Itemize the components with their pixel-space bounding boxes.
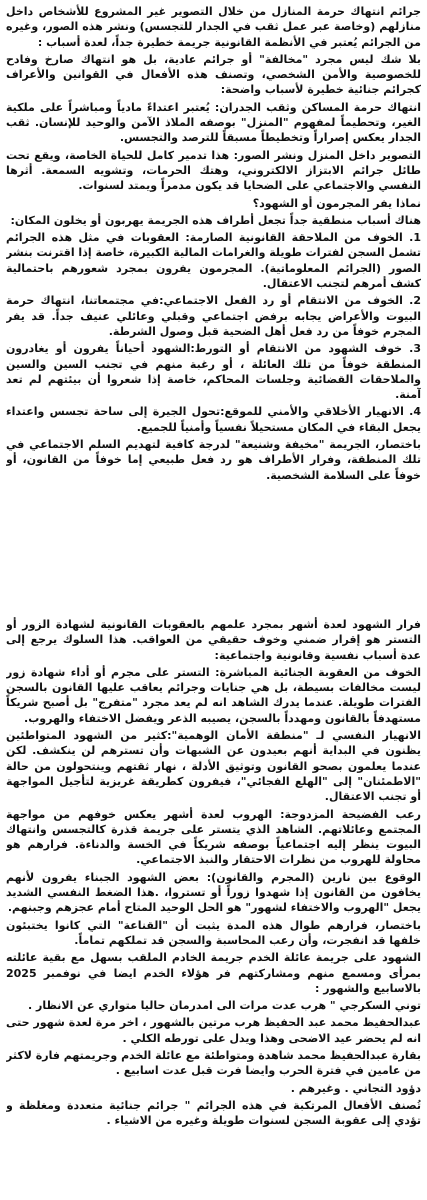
paragraph: 4. الانهيار الأخلاقي والأمني للموقع:تحول الجيرة إلى ساحة تجسس واعتداء يجعل البقاء في المكان مستحيلاً نفسياً وأمنياً للجميع. <box>6 405 421 434</box>
paragraph: فرار الشهود لعدة أشهر بمجرد علمهم بالعقوبات القانونية لشهادة الزور أو التستر هو إقرار ضمني وخوف حقيقي من العواقب. هذا السلوك يرجع إلى عدة أسباب نفسية وقانونية واجتماعية: <box>6 618 421 662</box>
paragraph: تُصنف الأفعال المرتكبة في هذه الجرائم " جرائم جنائية متعددة ومغلظة و تؤدي إلى عقوبة السجن لسنوات طويلة وغيره من الاشياء . <box>6 1098 421 1128</box>
paragraph: 3. خوف الشهود من الانتقام أو التورط:الشهود أحياناً يفرون أو يغادرون المنطقة خوفاً من تلك العائلة ، أو رغبة منهم في تجنب السين والسين والملاحقات القضائية وجلسات المحاكم، خاصة إذا شعروا أن بيئتهم لم تعد آمنة. <box>6 342 421 402</box>
paragraph: رعب الفضيحة المزدوجة: الهروب لعدة أشهر يعكس خوفهم من مواجهة المجتمع وعائلاتهم. الشاهد الذي يتستر على جريمة قذرة كالتجسس وانتهاك البيوت ينظر إليه اجتماعياً بوصفه شريكاً في الخسة والدناءة. فرارهم هو محاولة للهروب من نظرات الاحتقار والنبذ الاجتماعي. <box>6 807 421 867</box>
paragraph: دؤود التجاني . وغيرهم . <box>290 1081 421 1095</box>
paragraph: بلا شك ليس مجرد "مخالفة" أو جرائم عادية، بل هو انتهاك صارخ وفادح للخصوصية والأمن الشخصي، وتصنف هذه الأفعال في القوانين والأعراف كجرائم جنائية خطيرة لأسباب واضحة: <box>6 52 421 97</box>
paragraph: 2. الخوف من الانتقام أو رد الفعل الاجتماعي:في مجتمعاتنا، انتهاك حرمة البيوت والأعراض يجابه برفض اجتماعي وقبلي وعائلي عنيف جداً. قد يفر المجرم خوفاً من رد فعل أهل الضحية قبل وصول الشرطة. <box>6 294 421 338</box>
paragraph: بقارة عبدالحفيظ محمد شاهدة ومتواطئة مع عائلة الخدم وجريمتهم فارة لاكثر من عامين في فترة الحرب وايضا فرت قبل عدت اسابيع . <box>6 1049 421 1078</box>
paragraph: التصوير داخل المنزل ونشر الصور: هذا تدمير كامل للحياة الخاصة، ويقع تحت طائل جرائم الابتزاز الالكتروني، وهتك الحرمات، وتشويه السمعة. أثرها النفسي والاجتماعي على الضحايا قد يكون مدمراً ويمتد لسنوات. <box>6 148 421 193</box>
paragraph: عبدالحفيظ محمد عبد الحفيظ هرب مرتين بالشهور ، اخر مرة لعدة شهور حتى انه لم يحضر عيد الاضحى وهذا ويدل على تورطه الكلي . <box>6 1016 421 1045</box>
paragraph: الانهيار النفسي لـ "منطقة الأمان الوهمية":كثير من الشهود المتواطئين يظنون في البداية أنهم بعيدون عن الشبهات وأن تسترهم لن ينكشف. لكن عندما يعلمون بصحو القانون وتوثيق الأدلة ، نهار ثقتهم وينتحولون من حالة "الاطمئنان" إلى "الهلع الفجائي"، فيفرون كطريقة غريزية لتأجيل المواجهة أو تجنب الاعتقال. <box>6 729 421 804</box>
paragraph: باختصار، فرارهم طوال هذه المدة يثبت أن "القناعة" التي كانوا يختبئون خلفها قد انفجرت، وأن رعب المحاسبة والسجن قد تملكهم تماماً. <box>6 918 421 947</box>
paragraph: جرائم انتهاك حرمة المنازل من خلال التصوير غير المشروع للأشخاص داخل منازلهم (وخاصة عبر عمل ثقب في الجدار للتجسس) ونشر هذه الصور، وغيره من الجرائم يُعتبر في الأنظمة القانونية جريمة خطيرة جداً، لعدة أسباب : <box>6 5 421 49</box>
paragraph: الوقوع بين نارين (المجرم والقانون): بعض الشهود الجبناء يفرون لأنهم يخافون من القانون إذا شهدوا زوراً أو تستروا، .هذا الضغط النفسي الشديد يجعل "الهروب والاختفاء لشهور" هو الحل الوحيد المتاح أمام عجزهم وجبنهم. <box>6 870 421 915</box>
paragraph: 1. الخوف من الملاحقة القانونية الصارمة: العقوبات في مثل هذه الجرائم تشمل السجن لفترات طويلة والغرامات المالية الكبيرة، خاصة إذا اقترنت بنشر الصور (الجرائم المعلوماتية). المجرمون يفرون بمجرد شعورهم باحتمالية كشف أمرهم لتجنب الاعتقال. <box>6 231 421 291</box>
text-block-crimes-overview <box>6 4 421 512</box>
paragraph: نماذا يفر المجرمون أو الشهود؟ <box>252 196 421 210</box>
blank-gap <box>0 512 427 617</box>
paragraph: توني السكرجي " هرب عدت مرات الى امدرمان حاليا متواري عن الانظار . <box>28 999 421 1013</box>
paragraph: انتهاك حرمة المساكن وثقب الجدران: يُعتبر اعتداءً مادياً ومباشراً على ملكية الغير، وتحطيماً لمفهوم "المنزل" بوصفه الملاذ الآمن والوحيد للإنسان. ثقب الجدار يعكس إصراراً وتخطيطاً مسبقاً للترصد والتجسس. <box>6 100 421 145</box>
paragraph: هناك أسباب منطقية جداً تجعل أطراف هذه الجريمة يهربون أو يخلون المكان: <box>10 213 421 227</box>
paragraph: باختصار، الجريمة "مخيفة وشنيعة" لدرجة كافية لتهديم السلم الاجتماعي في تلك المنطقة، وفرار الأطراف هو رد فعل طبيعي إما خوفاً من القانون، أو خوفاً على السلامة الشخصية. <box>6 438 421 482</box>
paragraph: الشهود على جريمة عائلة الخدم جريمة الخادم الملقب بسهل مع بقية عائلته بمرأى ومسمع منهم ومشاركتهم فر هؤلاء الخدم ايضا في نوفمبر 2025 بالاسابيع والشهور : <box>6 951 421 995</box>
text-block-witnesses-flight <box>6 617 421 1200</box>
paragraph: الخوف من العقوبة الجنائية المباشرة: التستر على مجرم أو أداء شهادة زور ليست مخالفات بسيطة، بل هي جنايات وجرائم يعاقب عليها القانون بالسجن الفترات طويلة. عندما يدرك الشاهد انه لم يعد مجرد "متفرج" بل أصبح شريكاً مستهدفاً بالقانون ومهدداً بالسجن، يصيبه الذعر ويفضل الاختفاء والهروب. <box>6 665 421 725</box>
